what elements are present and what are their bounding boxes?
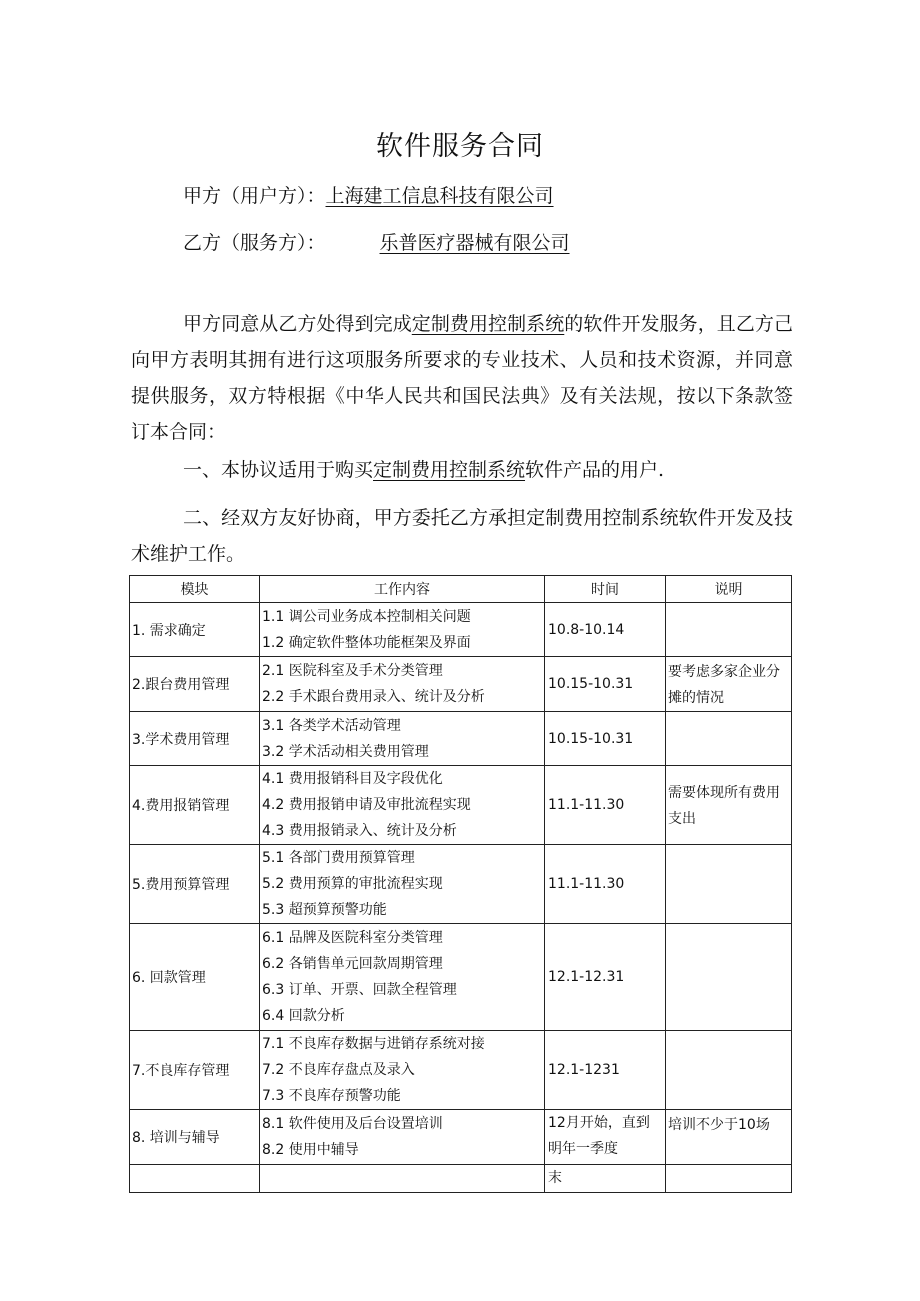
document-title: 软件服务合同 <box>376 131 544 162</box>
header-work-content: 工作内容 <box>260 576 545 603</box>
work-item: 3.1 各类学术活动管理 <box>262 717 401 734</box>
work-item: 1.2 确定软件整体功能框架及界面 <box>262 634 471 651</box>
table-row <box>130 657 792 712</box>
note-cell <box>666 712 792 766</box>
work-item: 8.1 软件使用及后台设置培训 <box>262 1116 443 1132</box>
module-cell: 7.不良库存管理 <box>130 1031 260 1110</box>
clause-1-pre: 一、本协议适用于购买 <box>183 459 374 481</box>
note-cell <box>666 1031 792 1110</box>
table-row <box>130 1165 792 1193</box>
intro-text-post: 的软件开发服务，且乙方己向甲方表明其拥有进行这项服务所要求的专业技术、人员和技术资源，并同意提供服务，双方特根据《中华人民共和国民法典》及有关法规，按以下条款签订本合同： <box>131 313 793 443</box>
module-cell <box>130 1165 260 1193</box>
work-item: 5.1 各部门费用预算管理 <box>262 850 415 866</box>
work-item: 7.2 不良库存盘点及录入 <box>262 1062 415 1078</box>
module-cell: 2.跟台费用管理 <box>130 657 260 712</box>
clause-1 <box>131 452 793 488</box>
work-content-cell <box>260 1031 545 1110</box>
work-item: 4.3 费用报销录入、统计及分析 <box>262 823 457 839</box>
time-cell: 10.15-10.31 <box>545 712 666 766</box>
work-content-cell <box>260 712 545 766</box>
work-item: 3.2 学术活动相关费用管理 <box>262 743 429 760</box>
party-a-label: 甲方（用户方）： <box>183 185 326 207</box>
header-time: 时间 <box>545 576 666 603</box>
module-cell: 4.费用报销管理 <box>130 766 260 845</box>
table-row <box>130 845 792 924</box>
time-cell: 11.1-11.30 <box>545 845 666 924</box>
note-cell <box>666 845 792 924</box>
note-cell: 培训不少于10场 <box>666 1110 792 1165</box>
table-row <box>130 1031 792 1110</box>
party-a-name: 上海建工信息科技有限公司 <box>325 185 554 207</box>
module-cell: 1. 需求确定 <box>130 603 260 657</box>
work-content-cell <box>260 603 545 657</box>
table-row <box>130 1110 792 1165</box>
work-item: 7.1 不良库存数据与进销存系统对接 <box>262 1036 485 1052</box>
time-cell-continuation: 末 <box>545 1165 666 1193</box>
work-content-cell <box>260 1110 545 1165</box>
note-cell: 需要体现所有费用支出 <box>666 766 792 845</box>
clause-1-post: 软件产品的用户. <box>525 459 665 481</box>
clause-2: 二、经双方友好协商，甲方委托乙方承担定制费用控制系统软件开发及技术维护工作。 <box>131 507 793 565</box>
intro-text-pre: 甲方同意从乙方处得到完成 <box>183 313 412 335</box>
table-row <box>130 603 792 657</box>
header-module: 模块 <box>130 576 260 603</box>
module-cell: 6. 回款管理 <box>130 924 260 1031</box>
intro-system-name: 定制费用控制系统 <box>411 313 565 335</box>
party-b-line <box>183 228 570 255</box>
work-content-cell <box>260 657 545 712</box>
table-header-row <box>130 576 792 603</box>
time-cell: 10.15-10.31 <box>545 657 666 712</box>
party-b-name: 乐普医疗器械有限公司 <box>379 232 570 254</box>
note-cell <box>666 1165 792 1193</box>
table-row <box>130 924 792 1031</box>
party-a-line <box>183 181 554 208</box>
work-schedule-table <box>129 575 792 1193</box>
note-cell <box>666 603 792 657</box>
note-cell: 要考虑多家企业分摊的情况 <box>666 657 792 712</box>
work-item: 4.1 费用报销科目及字段优化 <box>262 771 443 787</box>
work-item: 6.4 回款分析 <box>262 1008 345 1024</box>
work-content-cell <box>260 845 545 924</box>
module-cell: 5.费用预算管理 <box>130 845 260 924</box>
work-item: 4.2 费用报销申请及审批流程实现 <box>262 797 471 813</box>
work-item: 1.1 调公司业务成本控制相关问题 <box>262 608 471 625</box>
work-item: 2.2 手术跟台费用录入、统计及分析 <box>262 689 485 705</box>
table-row <box>130 712 792 766</box>
table-row <box>130 766 792 845</box>
note-cell <box>666 924 792 1031</box>
time-cell: 12.1-1231 <box>545 1031 666 1110</box>
work-item: 7.3 不良库存预警功能 <box>262 1088 401 1104</box>
work-item: 5.2 费用预算的审批流程实现 <box>262 876 443 892</box>
party-b-label: 乙方（服务方）： <box>183 232 326 254</box>
time-cell: 10.8-10.14 <box>545 603 666 657</box>
time-cell: 11.1-11.30 <box>545 766 666 845</box>
module-cell: 3.学术费用管理 <box>130 712 260 766</box>
work-content-cell <box>260 766 545 845</box>
intro-paragraph <box>131 306 793 450</box>
work-item: 6.2 各销售单元回款周期管理 <box>262 956 443 972</box>
work-item: 2.1 医院科室及手术分类管理 <box>262 663 443 679</box>
work-item: 5.3 超预算预警功能 <box>262 902 387 918</box>
module-cell: 8. 培训与辅导 <box>130 1110 260 1165</box>
time-cell: 12.1-12.31 <box>545 924 666 1031</box>
work-content-cell <box>260 924 545 1031</box>
header-note: 说明 <box>666 576 792 603</box>
work-item: 8.2 使用中辅导 <box>262 1142 359 1158</box>
time-cell: 12月开始，直到明年一季度 <box>545 1110 666 1165</box>
work-item: 6.1 品牌及医院科室分类管理 <box>262 930 443 946</box>
work-item: 6.3 订单、开票、回款全程管理 <box>262 982 457 998</box>
clause-1-system-name: 定制费用控制系统 <box>373 459 526 481</box>
work-content-cell <box>260 1165 545 1193</box>
